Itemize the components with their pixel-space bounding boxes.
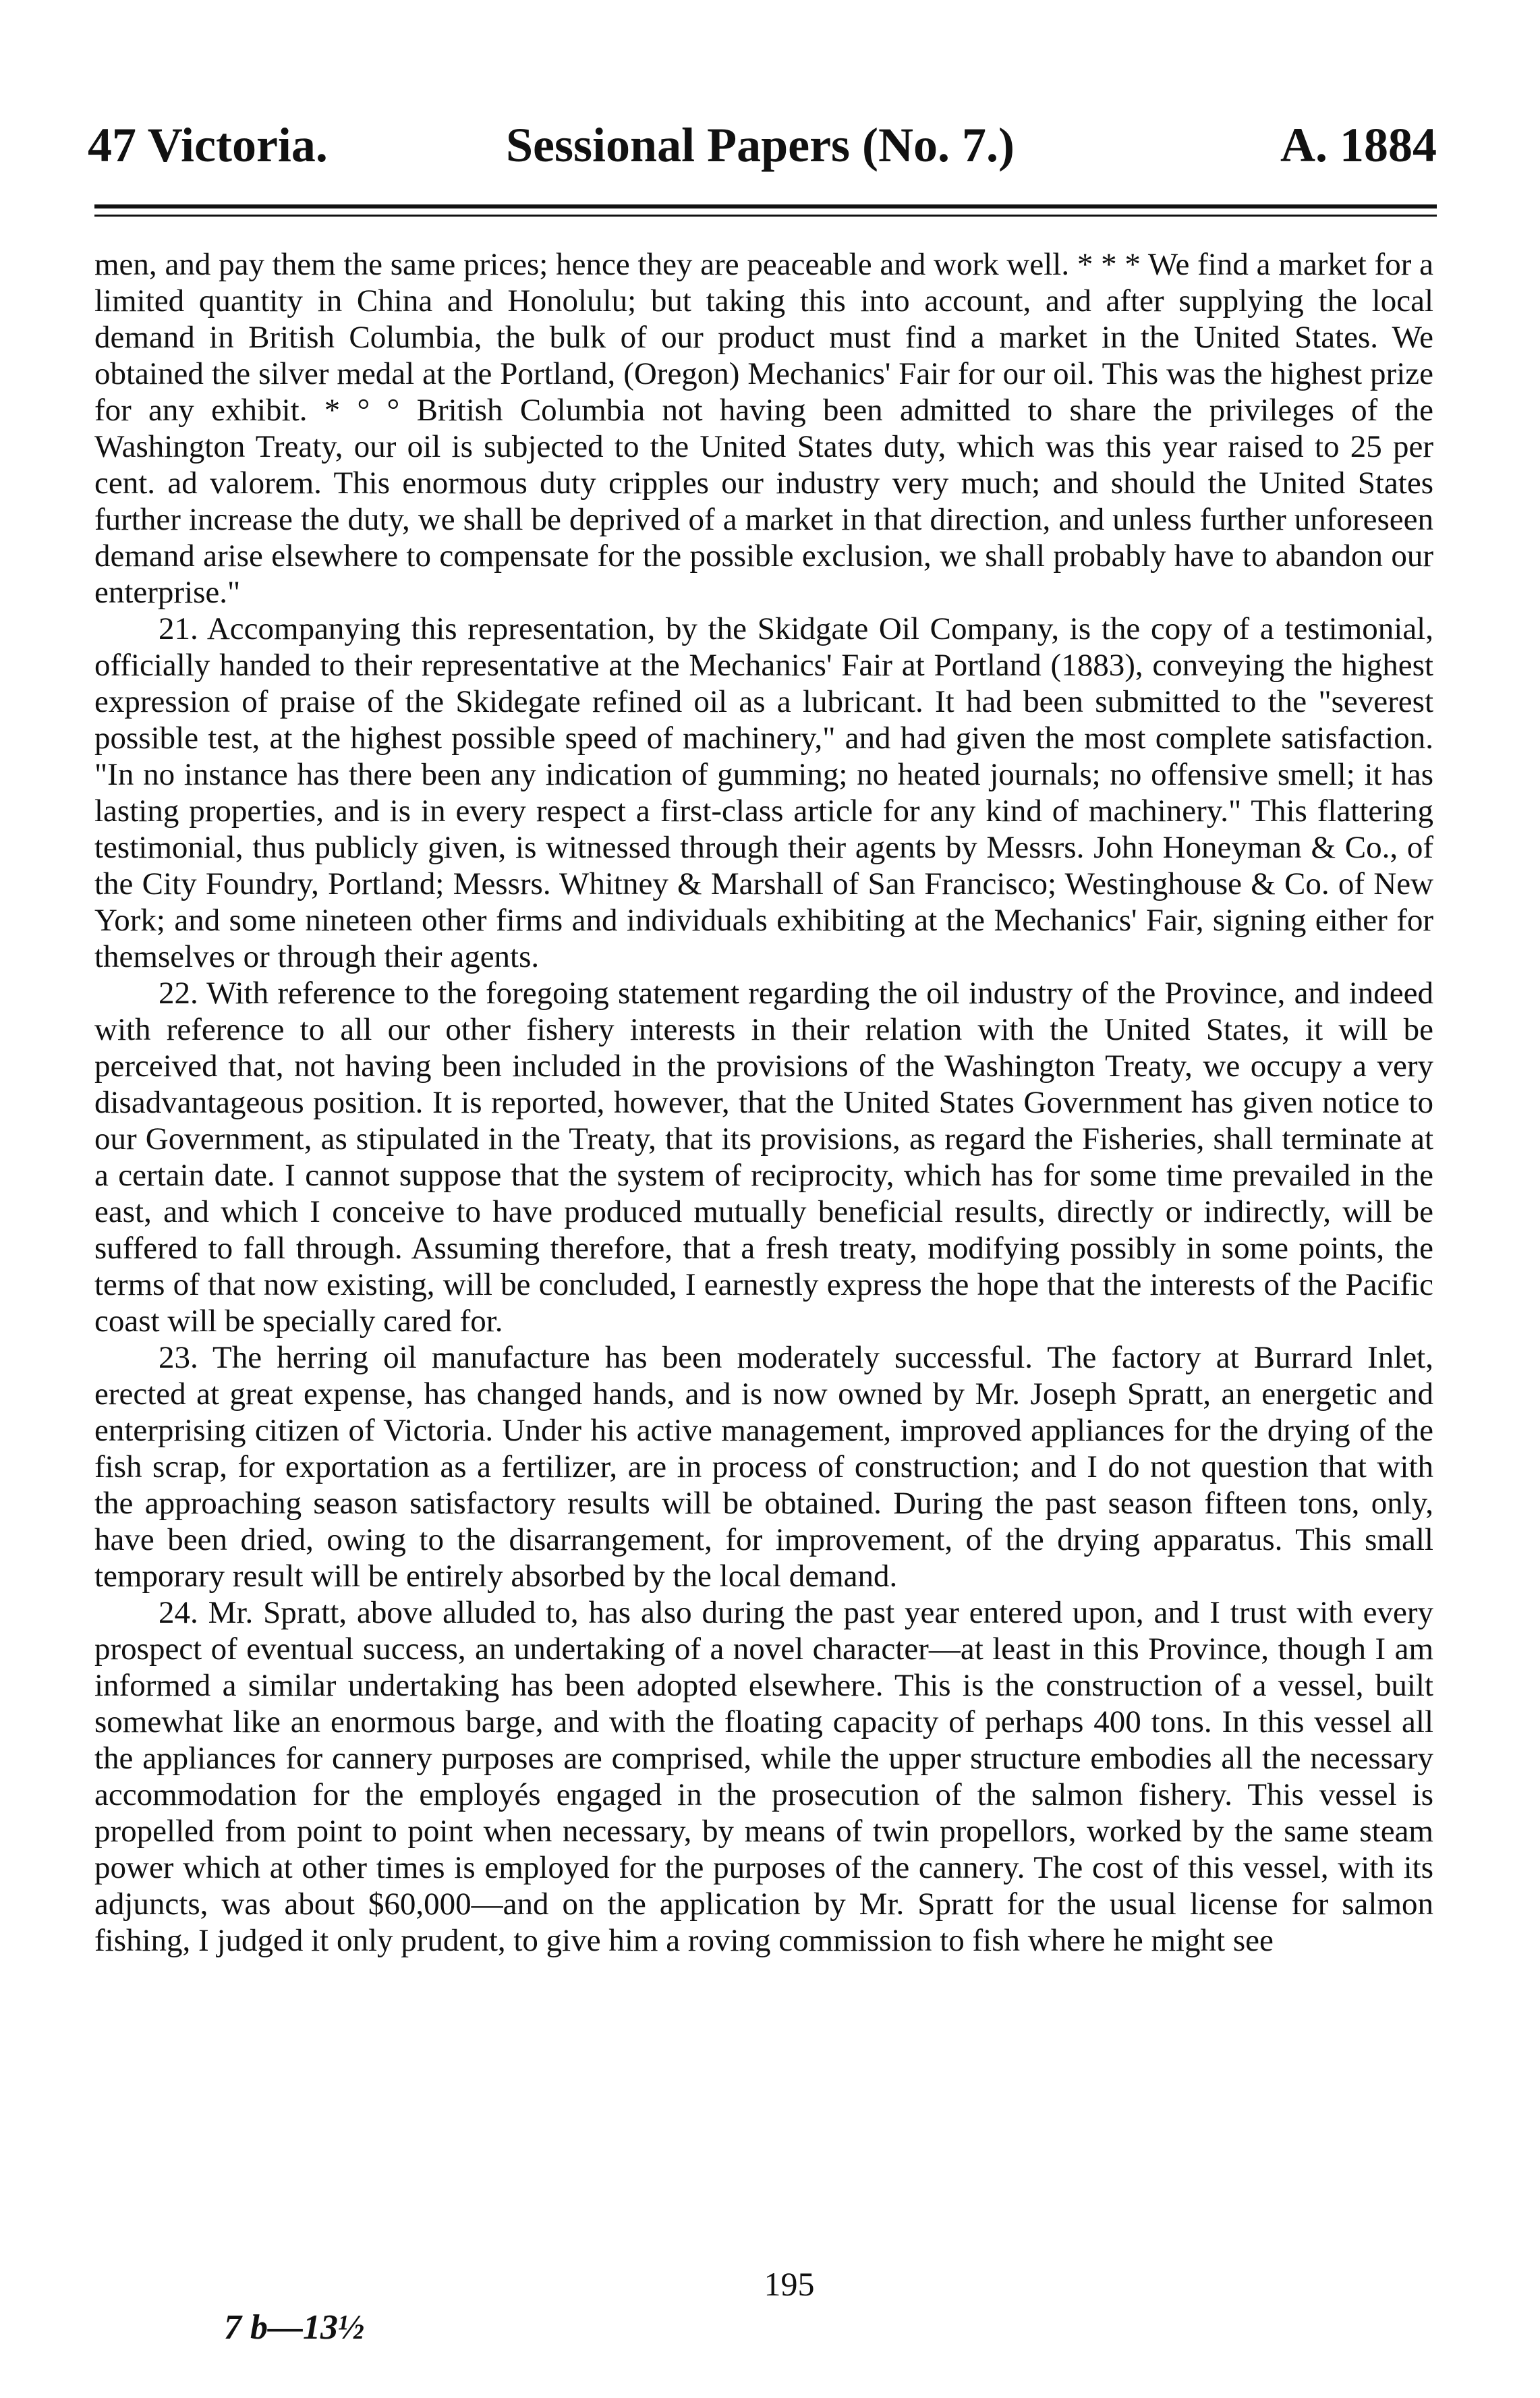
page-header (88, 111, 1437, 179)
paragraph-21: 21. Accompanying this representation, by the Skidgate Oil Company, is the copy of a testimonial, officially handed to their representative at the Mechanics' Fair at Portland (1883), conveying the highest expression of praise of the Skidegate refined oil as a lubricant. It had been submitted to the "severest possible test, at the highest possible speed of machinery," and had given the most complete satisfaction. "In no instance has there been any indication of gumming; no heated journals; no offensive smell; it has lasting properties, and is in every respect a first-class article for any kind of machinery." This flattering testimonial, thus publicly given, is witnessed through their agents by Messrs. John Honeyman & Co., of the City Foundry, Portland; Messrs. Whitney & Marshall of San Francisco; Westinghouse & Co. of New York; and some nineteen other firms and individuals exhibiting at the Mechanics' Fair, signing either for themselves or through their agents. (94, 611, 1433, 974)
paragraph-continuation: men, and pay them the same prices; hence they are peaceable and work well. * * * We find a market for a limited quantity in China and Honolulu; but taking this into account, and after supplying the local demand in British Columbia, the bulk of our product must find a market in the United States. We obtained the silver medal at the Portland, (Oregon) Mechanics' Fair for our oil. This was the highest prize for any exhibit. * ° ° British Columbia not having been admitted to share the privileges of the Washington Treaty, our oil is subjected to the United States duty, which was this year raised to 25 per cent. ad valorem. This enormous duty cripples our industry very much; and should the United States further increase the duty, we shall be deprived of a market in that direction, and unless further unforeseen demand arise elsewhere to compensate for the possible exclusion, we shall probably have to abandon our enterprise." (94, 247, 1433, 610)
header-rule-thin (94, 215, 1437, 217)
body-text (94, 246, 1433, 1959)
paragraph-23: 23. The herring oil manufacture has been moderately successful. The factory at Burrard Inlet, erected at great expense, has changed hands, and is now owned by Mr. Joseph Spratt, an energetic and enterprising citizen of Victoria. Under his active management, improved appliances for the drying of the fish scrap, for exportation as a fertilizer, are in process of construction; and I do not question that with the approaching season satisfactory results will be obtained. During the past season fifteen tons, only, have been dried, owing to the disarrangement, for improvement, of the drying apparatus. This small temporary result will be entirely absorbed by the local demand. (94, 1340, 1433, 1594)
header-title: Sessional Papers (No. 7.) (506, 118, 1015, 172)
header-volume: 47 Victoria. (88, 118, 328, 172)
header-rule-thick (94, 204, 1437, 208)
header-year: A. 1884 (1280, 118, 1437, 172)
printer-signature: 7 b—13½ (224, 2308, 364, 2347)
paragraph-24: 24. Mr. Spratt, above alluded to, has also during the past year entered upon, and I trust with every prospect of eventual success, an undertaking of a novel character—at least in this Province, though I am informed a similar undertaking has been adopted elsewhere. This is the construction of a vessel, built somewhat like an enormous barge, and with the floating capacity of perhaps 400 tons. In this vessel all the appliances for cannery purposes are comprised, while the upper structure embodies all the necessary accommodation for the employés engaged in the prosecution of the salmon fishery. This vessel is propelled from point to point when necessary, by means of twin propellors, worked by the same steam power which at other times is employed for the purposes of the cannery. The cost of this vessel, with its adjuncts, was about $60,000—and on the application by Mr. Spratt for the usual license for salmon fishing, I judged it only prudent, to give him a roving commission to fish where he might see (94, 1595, 1433, 1958)
page-number: 195 (764, 2265, 815, 2303)
paragraph-22: 22. With reference to the foregoing statement regarding the oil industry of the Province, and indeed with reference to all our other fishery interests in their relation with the United States, it will be perceived that, not having been included in the provisions of the Washington Treaty, we occupy a very disadvantageous position. It is reported, however, that the United States Government has given notice to our Government, as stipulated in the Treaty, that its provisions, as regard the Fisheries, shall terminate at a certain date. I cannot suppose that the system of reciprocity, which has for some time prevailed in the east, and which I conceive to have produced mutually beneficial results, directly or indirectly, will be suffered to fall through. Assuming therefore, that a fresh treaty, modifying possibly in some points, the terms of that now existing, will be concluded, I earnestly express the hope that the interests of the Pacific coast will be specially cared for. (94, 976, 1433, 1339)
